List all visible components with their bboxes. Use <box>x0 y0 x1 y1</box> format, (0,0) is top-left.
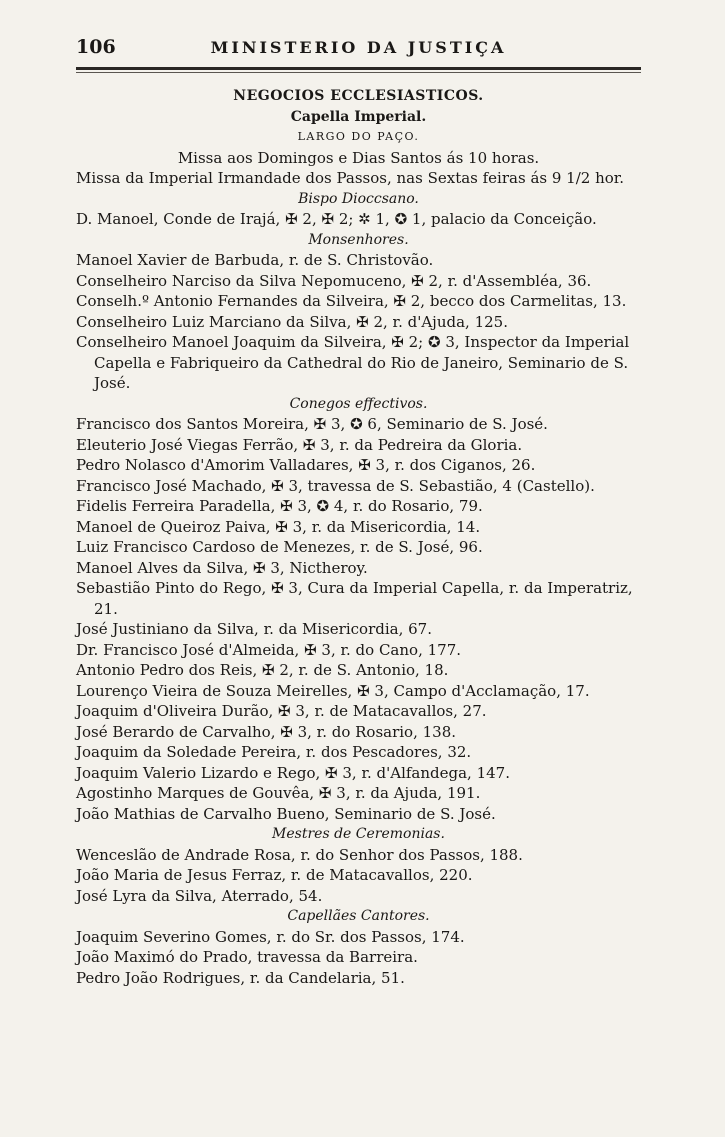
clergy-entry: Manoel de Queiroz Paiva, ✠ 3, r. da Misericordia, 14. <box>76 517 481 536</box>
section-location: LARGO DO PAÇO. <box>297 130 420 143</box>
clergy-entry: Antonio Pedro dos Reis, ✠ 2, r. de S. Antonio, 18. <box>76 661 449 679</box>
clergy-entry: Francisco dos Santos Moreira, ✠ 3, ✪ 6, Seminario de S. José. <box>76 415 548 433</box>
clergy-entry: Conselh.º Antonio Fernandes da Silveira, ✠ 2, becco dos Carmelitas, 13. <box>76 292 627 310</box>
clergy-entry: José Lyra da Silva, Aterrado, 54. <box>76 886 323 905</box>
clergy-entry: Pedro João Rodrigues, r. da Candelaria, 51. <box>76 968 405 987</box>
clergy-groups <box>76 189 641 989</box>
clergy-entry: Agostinho Marques de Gouvêa, ✠ 3, r. da Ajuda, 191. <box>76 784 481 802</box>
mass-time-line: Missa aos Domingos e Dias Santos ás 10 horas. <box>177 148 540 167</box>
clergy-entry: Luiz Francisco Cardoso de Menezes, r. de S. José, 96. <box>76 538 483 556</box>
group-heading: Conegos effectivos. <box>289 395 428 412</box>
clergy-entry: Manoel Xavier de Barbuda, r. de S. Christovão. <box>76 251 434 269</box>
page-header <box>76 36 641 62</box>
clergy-entry: Fidelis Ferreira Paradella, ✠ 3, ✪ 4, r. do Rosario, 79. <box>76 497 483 515</box>
clergy-entry: Francisco José Machado, ✠ 3, travessa de S. Sebastião, 4 (Castello). <box>76 476 595 495</box>
section-subtitle: Capella Imperial. <box>290 108 427 125</box>
clergy-entry: Manoel Alves da Silva, ✠ 3, Nictheroy. <box>76 558 368 577</box>
group-heading: Bispo Dioccsano. <box>298 190 419 207</box>
clergy-entry: D. Manoel, Conde de Irajá, ✠ 2, ✠ 2; ✲ 1, ✪ 1, palacio da Conceição. <box>76 210 597 228</box>
clergy-entry: Joaquim da Soledade Pereira, r. dos Pescadores, 32. <box>76 743 472 761</box>
clergy-entry: Wenceslão de Andrade Rosa, r. do Senhor dos Passos, 188. <box>76 845 523 864</box>
group-heading: Monsenhores. <box>308 231 409 248</box>
page-content <box>76 86 641 988</box>
clergy-entry: Eleuterio José Viegas Ferrão, ✠ 3, r. da Pedreira da Gloria. <box>76 435 523 454</box>
header-rule-thick <box>76 67 641 70</box>
group-heading: Mestres de Ceremonias. <box>272 826 445 842</box>
section-title: NEGOCIOS ECCLESIASTICOS. <box>233 88 484 104</box>
clergy-entry: Sebastião Pinto do Rego, ✠ 3, Cura da Imperial Capella, r. da Imperatriz, 21. <box>76 579 633 618</box>
clergy-entry: João Mathias de Carvalho Bueno, Seminario de S. José. <box>76 804 496 823</box>
clergy-entry: João Maria de Jesus Ferraz, r. de Matacavallos, 220. <box>76 866 473 884</box>
header-rule-thin <box>76 72 641 73</box>
running-title: MINISTERIO DA JUSTIÇA <box>210 38 507 57</box>
page-number: 106 <box>76 36 116 58</box>
clergy-entry: Joaquim Severino Gomes, r. do Sr. dos Passos, 174. <box>76 927 465 946</box>
group-heading: Capellães Cantores. <box>287 908 430 924</box>
clergy-entry: João Maximó do Prado, travessa da Barreira. <box>76 948 418 966</box>
clergy-entry: Joaquim Valerio Lizardo e Rego, ✠ 3, r. d'Alfandega, 147. <box>76 763 510 782</box>
clergy-entry: José Berardo de Carvalho, ✠ 3, r. do Rosario, 138. <box>76 722 457 741</box>
clergy-entry: Dr. Francisco José d'Almeida, ✠ 3, r. do Cano, 177. <box>76 640 462 659</box>
clergy-entry: Conselheiro Narciso da Silva Nepomuceno, ✠ 2, r. d'Assembléa, 36. <box>76 271 592 290</box>
clergy-entry: Conselheiro Luiz Marciano da Silva, ✠ 2, r. d'Ajuda, 125. <box>76 312 508 331</box>
clergy-entry: Lourenço Vieira de Souza Meirelles, ✠ 3, Campo d'Acclamação, 17. <box>76 681 590 700</box>
clergy-entry: Conselheiro Manoel Joaquim da Silveira, ✠ 2; ✪ 3, Inspector da Imperial Capella e Fabriqueiro da Cathedral do Rio de Janeiro, Seminario de S. José. <box>76 333 630 392</box>
clergy-entry: José Justiniano da Silva, r. da Misericordia, 67. <box>76 620 432 638</box>
clergy-entry: Pedro Nolasco d'Amorim Valladares, ✠ 3, r. dos Ciganos, 26. <box>76 456 536 474</box>
mass-time-line: Missa da Imperial Irmandade dos Passos, nas Sextas feiras ás 9 1/2 hor. <box>76 169 625 187</box>
clergy-entry: Joaquim d'Oliveira Durão, ✠ 3, r. de Matacavallos, 27. <box>76 702 487 720</box>
